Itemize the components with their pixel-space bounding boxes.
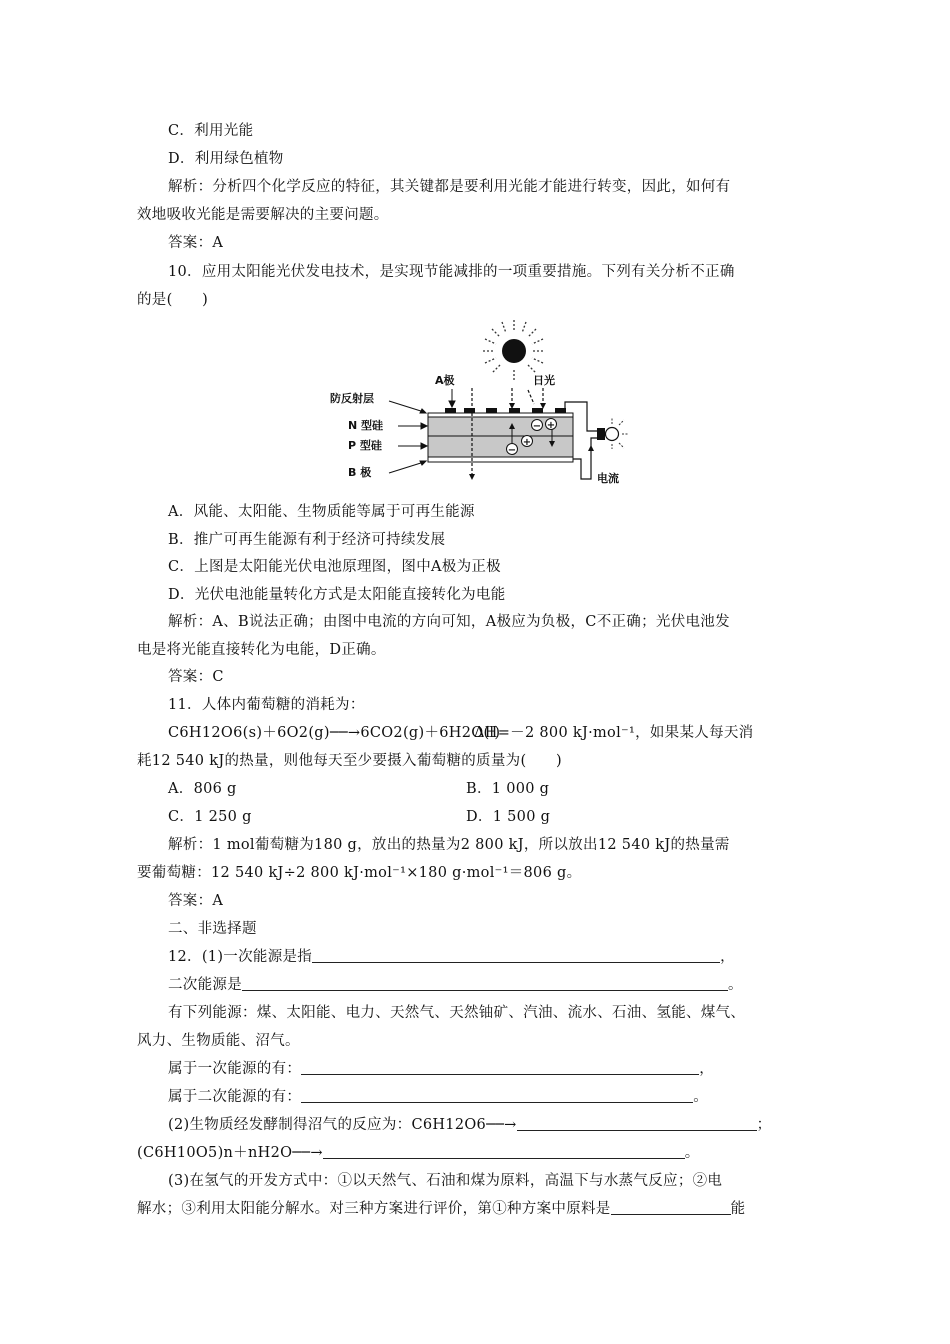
q11-option-c: C．1 250 g [168, 809, 252, 825]
q11-equation: C6H12O6(s)＋6O2(g)──→6CO2(g)＋6H2O(l) [168, 725, 501, 741]
svg-text:+: + [546, 420, 556, 431]
current-arrow-icon [588, 445, 594, 451]
q10-stem-line2: 的是( ) [137, 292, 209, 308]
svg-text:−: − [507, 445, 517, 456]
label-b-electrode: B 极 [348, 466, 372, 479]
label-a-electrode: A极 [435, 374, 455, 387]
q11-answer: 答案：A [168, 893, 224, 909]
q9-option-c: C．利用光能 [168, 123, 254, 139]
a-electrode-contacts [445, 408, 566, 413]
light-bulb-icon [597, 418, 628, 449]
q9-analysis-line1: 解析：分析四个化学反应的特征，其关键都是要利用光能才能进行转变，因此，如何有 [168, 179, 731, 195]
section-title: 二、非选择题 [168, 921, 257, 937]
q10-option-a: A．风能、太阳能、生物质能等属于可再生能源 [168, 504, 475, 520]
svg-text:−: − [532, 421, 542, 432]
b-electrode-layer [428, 457, 573, 462]
q11-stem-line1: 11．人体内葡萄糖的消耗为： [168, 697, 365, 713]
label-current: 电流 [597, 472, 619, 485]
answer-blank-secondary-energy[interactable] [242, 975, 728, 991]
q11-option-a: A．806 g [168, 781, 237, 797]
q12-line2: 二次能源是 。 [168, 977, 743, 993]
q10-option-c: C．上图是太阳能光伏电池原理图，图中A极为正极 [168, 559, 501, 575]
q11-option-d: D．1 500 g [466, 809, 551, 825]
label-p-silicon: P 型硅 [348, 439, 382, 452]
q11-stem-line3: 耗12 540 kJ的热量，则他每天至少要摄入葡萄糖的质量为( ) [137, 753, 562, 769]
q11-analysis-line2: 要葡萄糖：12 540 kJ÷2 800 kJ·mol⁻¹×180 g·mol⁻¹＝806 g。 [137, 865, 582, 881]
q11-option-b: B．1 000 g [466, 781, 550, 797]
q11-analysis-line1: 解析：1 mol葡萄糖为180 g，放出的热量为2 800 kJ，所以放出12 540 kJ的热量需 [168, 837, 730, 853]
q12-line4: 风力、生物质能、沼气。 [137, 1033, 300, 1049]
q12-line10: 解水；③利用太阳能分解水。对三种方案进行评价，第①种方案中原料是 能 [137, 1201, 746, 1217]
q10-answer: 答案：C [168, 669, 224, 685]
q12-line9: (3)在氢气的开发方式中：①以天然气、石油和煤为原料，高温下与水蒸气反应；②电 [168, 1173, 723, 1189]
answer-blank-primary-energy[interactable] [312, 947, 720, 963]
svg-text:+: + [522, 437, 532, 448]
q12-line8: (C6H10O5)n＋nH2O──→ 。 [137, 1145, 700, 1161]
q11-enthalpy: ΔH=－2 800 kJ·mol⁻¹，如果某人每天消 [474, 725, 754, 741]
q10-option-d: D．光伏电池能量转化方式是太阳能直接转化为电能 [168, 587, 506, 603]
q12-line6: 属于二次能源的有： 。 [168, 1089, 709, 1105]
q10-analysis-line2: 电是将光能直接转化为电能，D正确。 [137, 642, 386, 658]
p-type-silicon-layer [428, 436, 573, 457]
answer-blank-secondary-list[interactable] [301, 1087, 693, 1103]
q9-answer: 答案：A [168, 235, 224, 251]
answer-blank-fermentation-2[interactable] [323, 1143, 685, 1159]
q10-stem-line1: 10．应用太阳能光伏发电技术，是实现节能减排的一项重要措施。下列有关分析不正确 [168, 264, 735, 280]
q9-analysis-line2: 效地吸收光能是需要解决的主要问题。 [137, 207, 389, 223]
q12-line5: 属于一次能源的有： ， [168, 1061, 715, 1077]
label-sunlight: 日光 [533, 374, 555, 387]
sun-icon [483, 320, 545, 382]
solar-cell-diagram [325, 318, 645, 496]
q10-analysis-line1: 解析：A、B说法正确；由图中电流的方向可知，A极应为负极，C不正确；光伏电池发 [168, 614, 730, 630]
q9-option-d: D．利用绿色植物 [168, 151, 284, 167]
q12-line1: 12．(1)一次能源是指 ， [168, 949, 735, 965]
antireflection-layer [428, 413, 573, 417]
answer-blank-primary-list[interactable] [301, 1059, 699, 1075]
q12-line7: (2)生物质经发酵制得沼气的反应为：C6H12O6──→ ； [168, 1117, 772, 1133]
answer-blank-hydrogen-raw-material[interactable] [611, 1199, 731, 1215]
label-n-silicon: N 型硅 [348, 419, 384, 432]
label-antireflection-layer: 防反射层 [330, 392, 374, 405]
answer-blank-fermentation-1[interactable] [517, 1115, 757, 1131]
q12-line3: 有下列能源：煤、太阳能、电力、天然气、天然铀矿、汽油、流水、石油、氢能、煤气、 [168, 1005, 746, 1021]
q10-option-b: B．推广可再生能源有利于经济可持续发展 [168, 532, 446, 548]
